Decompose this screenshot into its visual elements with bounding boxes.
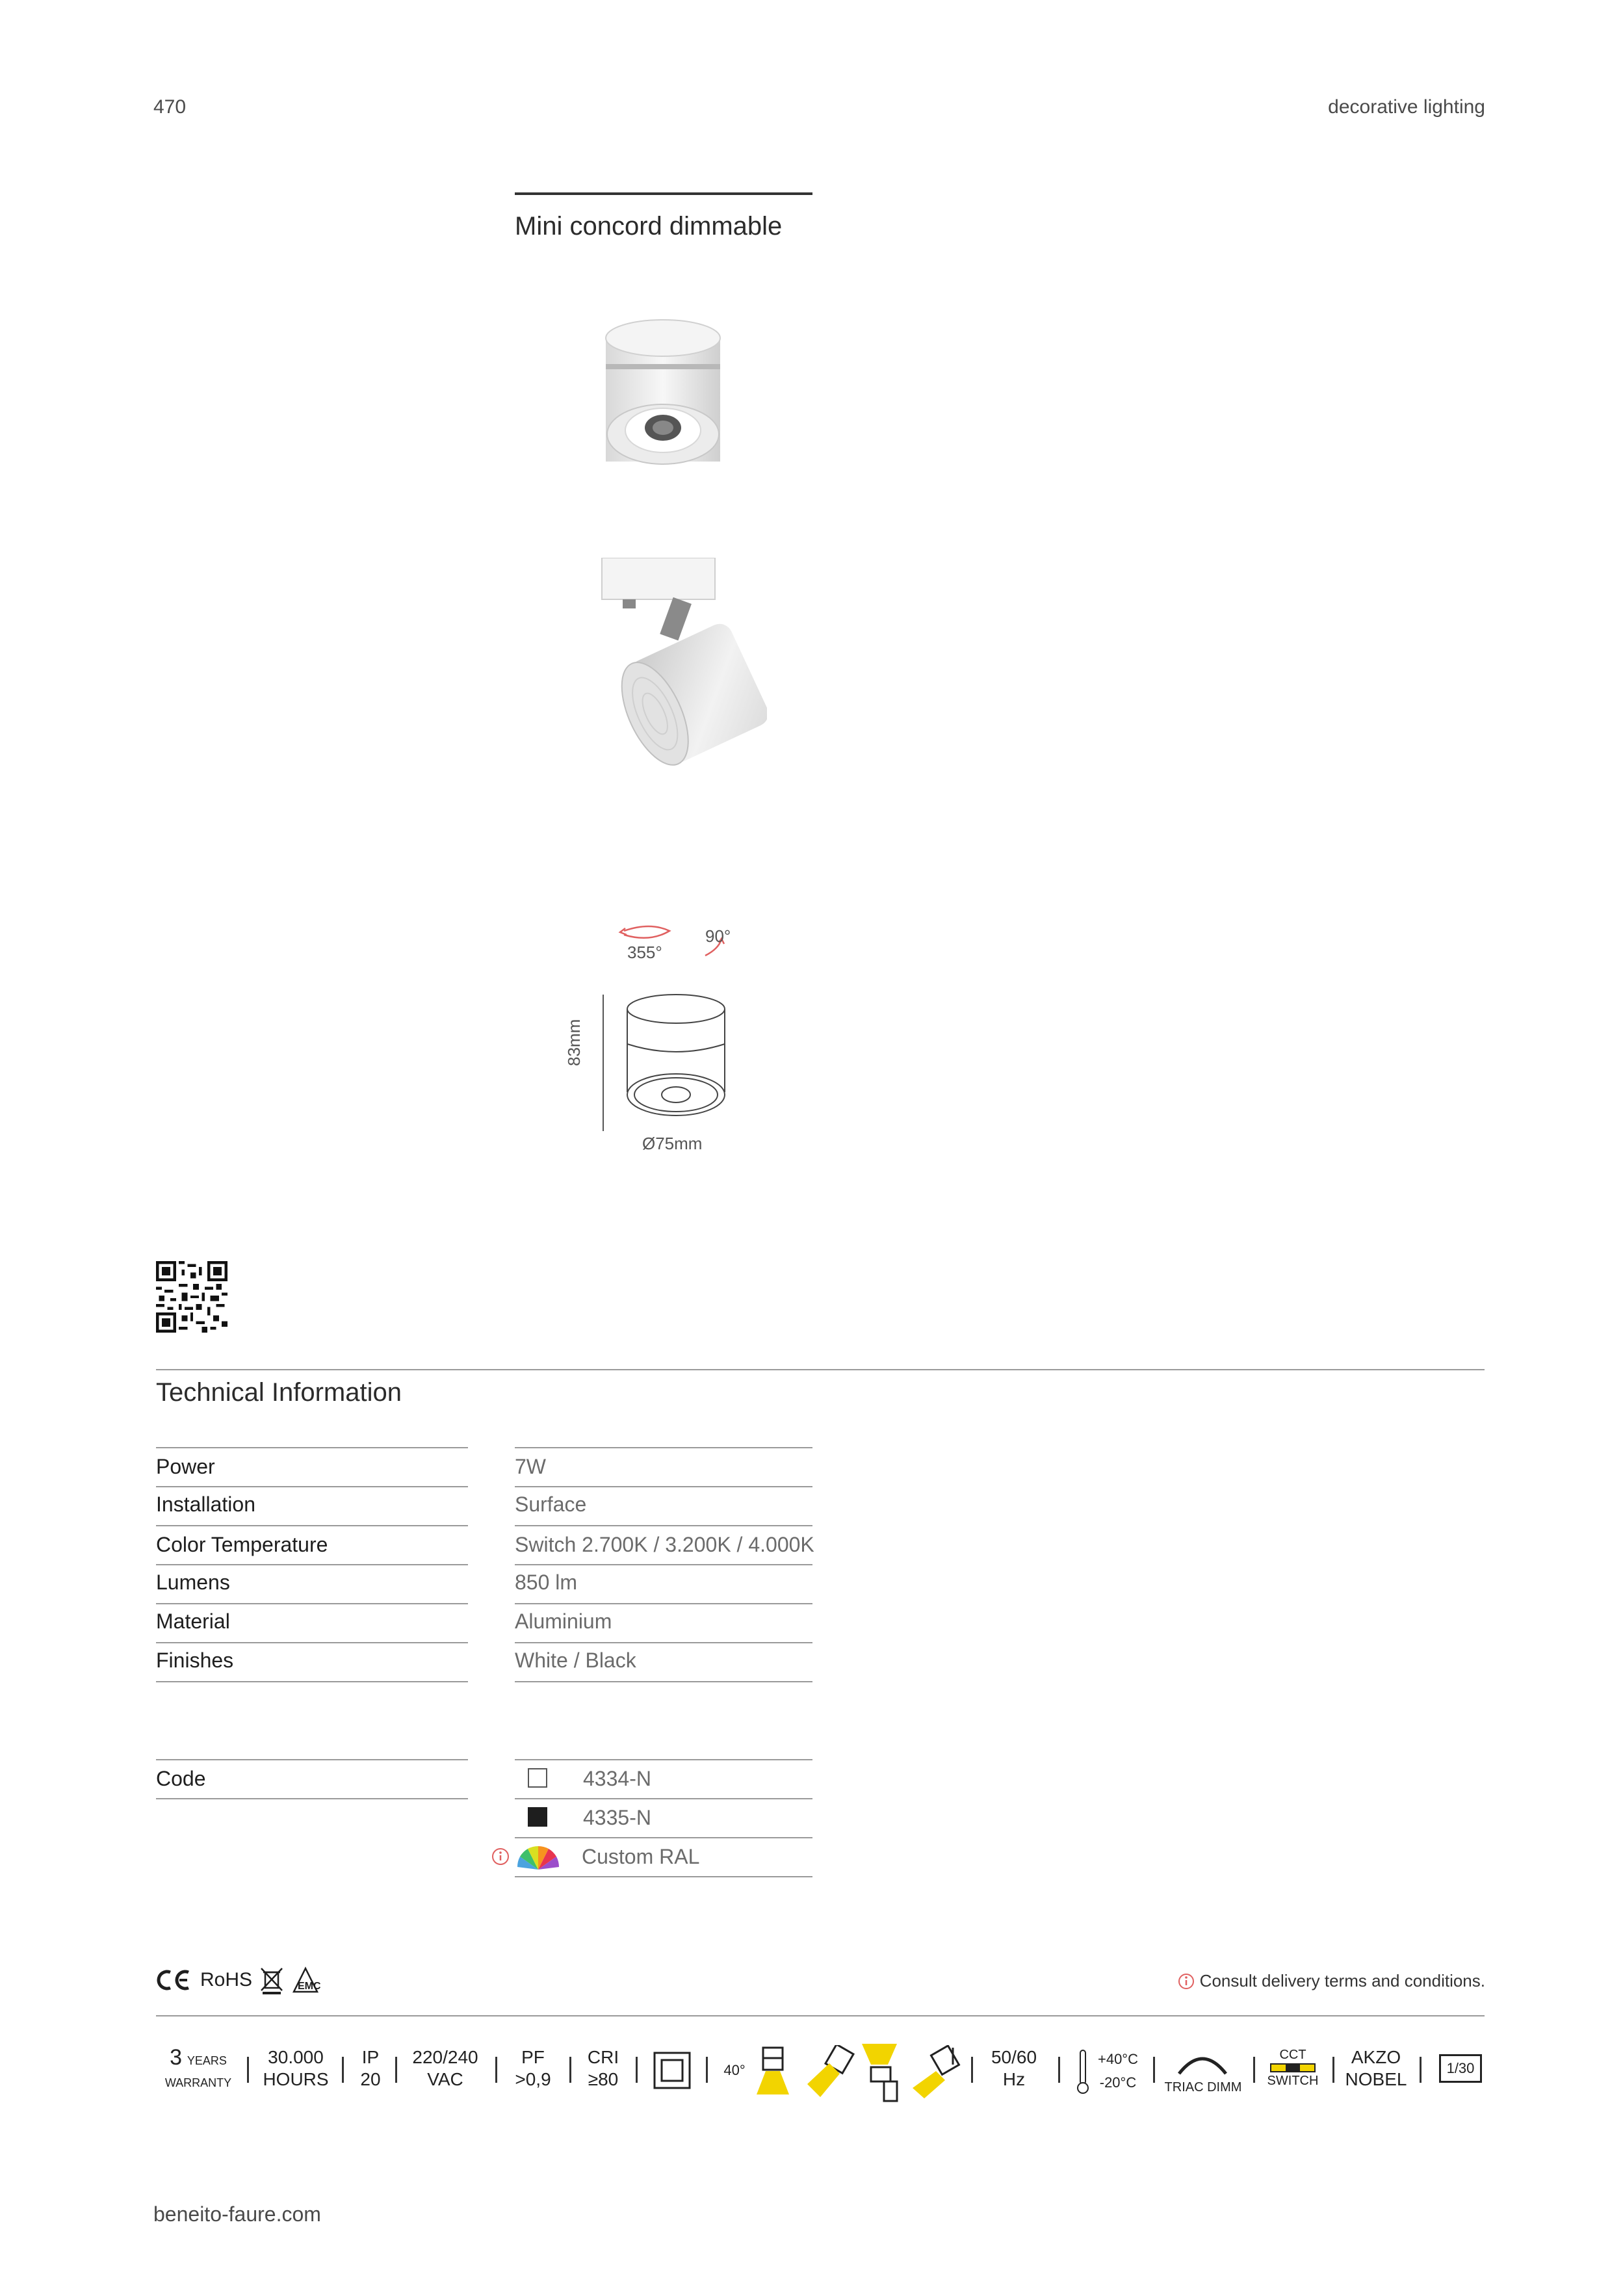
certifications <box>156 1967 328 1993</box>
info-icon <box>1178 1973 1195 1990</box>
spec-value-material: Aluminium <box>515 1610 612 1633</box>
qr-code[interactable] <box>156 1261 227 1333</box>
dimming-label: TRIAC DIMM <box>1164 2080 1242 2094</box>
hours-feature: 30.000 HOURS <box>263 2047 329 2089</box>
spec-value-installation: Surface <box>515 1493 587 1516</box>
section-divider <box>156 1369 1485 1370</box>
emc-mark-icon <box>291 1966 328 1994</box>
spec-label-finishes: Finishes <box>156 1649 234 1672</box>
rotation-horizontal: 355° <box>627 943 662 962</box>
black-swatch-icon <box>528 1807 547 1827</box>
spec-value-lumens: 850 lm <box>515 1571 578 1594</box>
ip-feature: IP 20 <box>360 2047 381 2089</box>
paint-brand: AKZO NOBEL <box>1345 2047 1407 2089</box>
svg-text:EMC: EMC <box>298 1981 321 1992</box>
spec-value-power: 7W <box>515 1455 546 1478</box>
switch-icon <box>1270 2063 1316 2072</box>
features-divider <box>156 2015 1485 2016</box>
code-label: Code <box>156 1767 206 1790</box>
technical-info-title: Technical Information <box>156 1378 402 1407</box>
wall-wash-beam-icon <box>907 2045 966 2101</box>
surface-mount-icon <box>653 2051 692 2090</box>
website-link[interactable]: beneito-faure.com <box>153 2202 321 2226</box>
rotation-arrow-icon <box>624 926 669 938</box>
rotation-vertical: 90° <box>705 926 731 946</box>
diameter-dimension: Ø75mm <box>642 1134 703 1153</box>
beam-angle: 40° <box>723 2062 746 2078</box>
spec-label-material: Material <box>156 1610 230 1633</box>
spec-value-color-temperature: Switch 2.700K / 3.200K / 4.000K <box>515 1533 814 1556</box>
page-category: decorative lighting <box>1328 96 1485 118</box>
rohs-label: RoHS <box>200 1969 253 1990</box>
tilted-beam-icon <box>803 2045 862 2100</box>
white-swatch-icon <box>528 1768 547 1788</box>
consult-note-text: Consult delivery terms and conditions. <box>1199 1971 1485 1990</box>
title-rule <box>515 192 812 195</box>
ce-mark-icon <box>156 1968 194 1992</box>
product-title: Mini concord dimmable <box>515 212 783 241</box>
operating-temperature: +40°C -20°C <box>1097 2051 1138 2091</box>
info-icon[interactable] <box>491 1847 510 1866</box>
product-photo-side <box>598 558 767 779</box>
color-fan-icon <box>515 1842 562 1871</box>
frequency-feature: 50/60 Hz <box>991 2047 1037 2089</box>
cct-switch-feature: CCT SWITCH <box>1267 2048 1319 2088</box>
spec-label-power: Power <box>156 1455 215 1478</box>
spec-label-lumens: Lumens <box>156 1571 230 1594</box>
product-photo-front <box>598 319 728 481</box>
thermometer-icon <box>1076 2049 1089 2096</box>
box-quantity-icon: 1/30 <box>1439 2054 1482 2083</box>
code-value-custom-ral: Custom RAL <box>582 1845 700 1868</box>
voltage-feature: 220/240 VAC <box>412 2047 478 2089</box>
cri-feature: CRI ≥80 <box>587 2047 619 2089</box>
consult-note <box>1178 1971 1485 1991</box>
pf-feature: PF >0,9 <box>515 2047 551 2089</box>
uplight-beam-icon <box>858 2041 910 2106</box>
code-value-black: 4335-N <box>583 1806 651 1829</box>
spec-label-installation: Installation <box>156 1493 255 1516</box>
code-value-white: 4334-N <box>583 1767 651 1790</box>
weee-bin-icon <box>259 1966 285 1994</box>
downlight-beam-icon <box>754 2045 796 2097</box>
height-dimension: 83mm <box>564 1019 584 1066</box>
page-number: 470 <box>153 96 187 118</box>
warranty-feature: 3 YEARS WARRANTY <box>164 2045 232 2089</box>
spec-label-color-temperature: Color Temperature <box>156 1533 328 1556</box>
dimming-icon <box>1176 2050 1228 2076</box>
spec-value-finishes: White / Black <box>515 1649 636 1672</box>
